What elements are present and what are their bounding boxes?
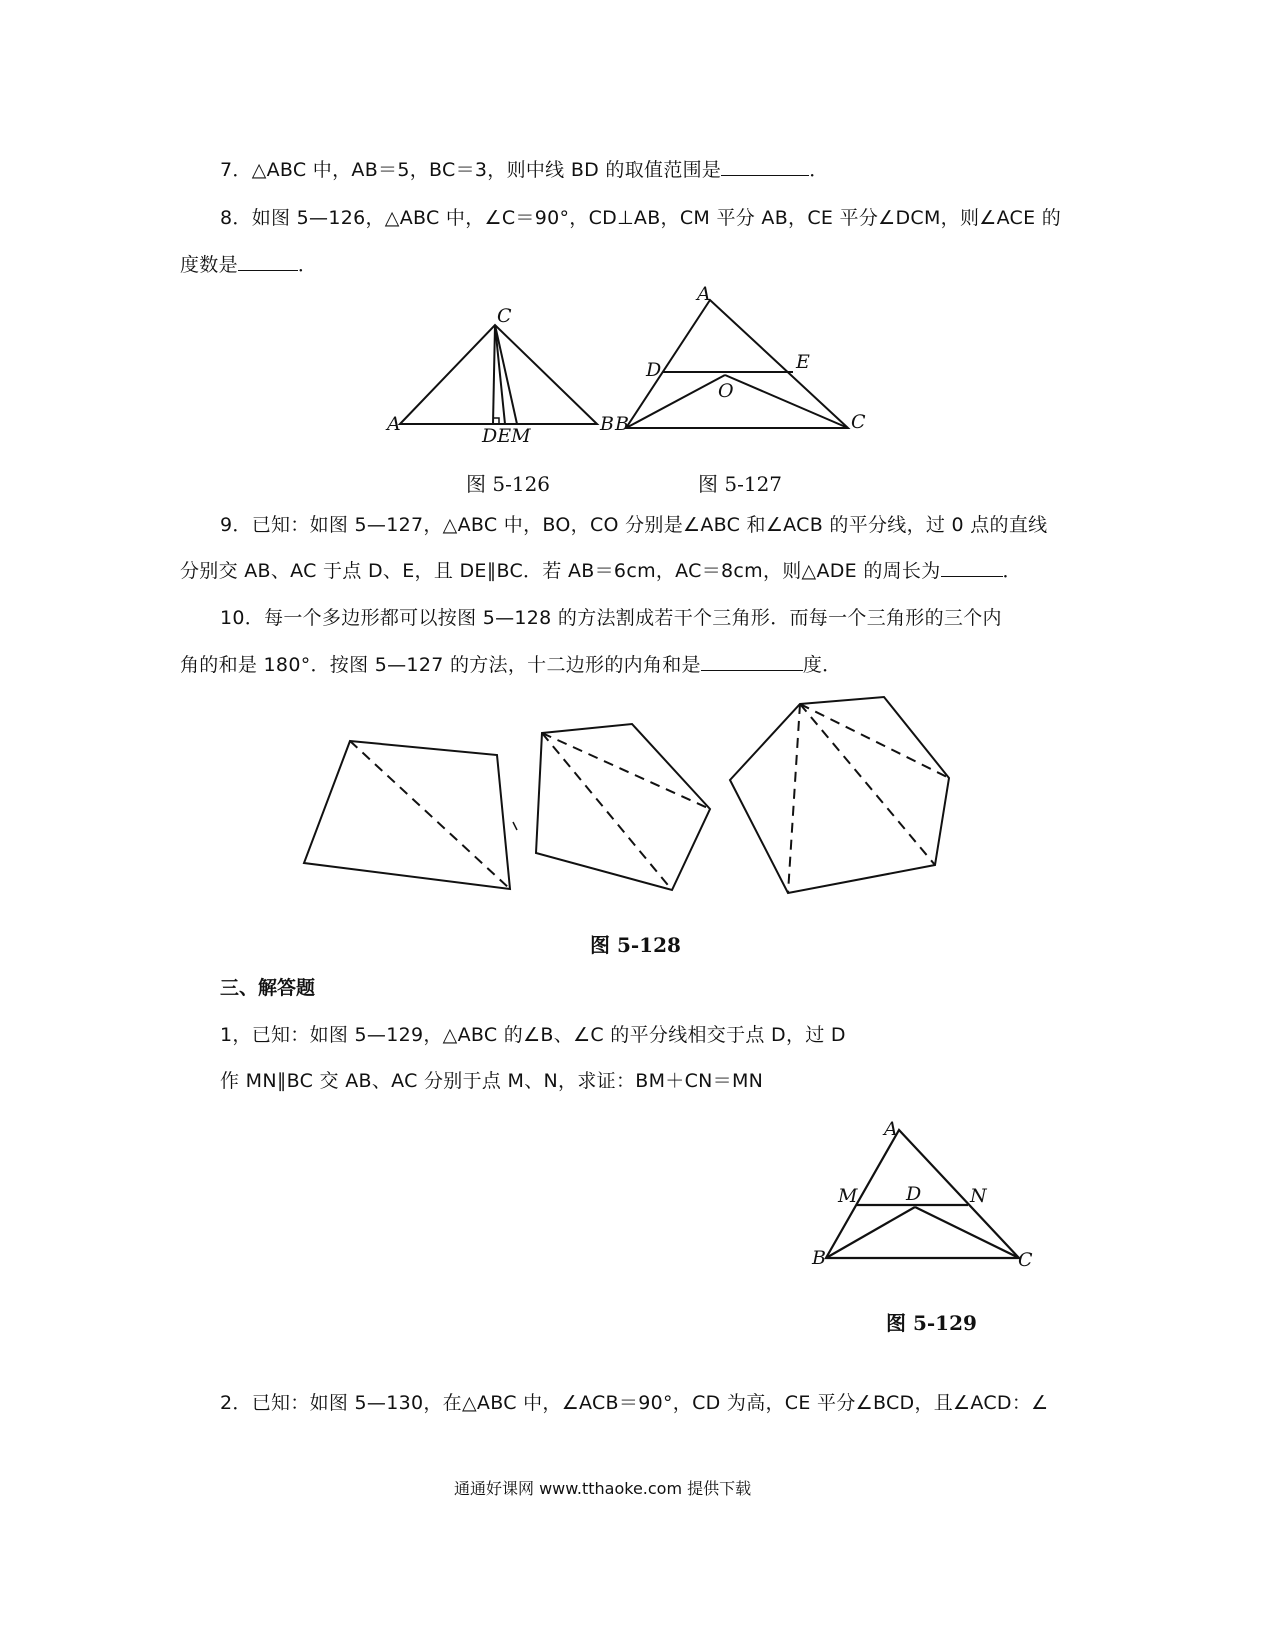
question-9-line-2 [180, 556, 1022, 583]
caption-figure-5-129: 图 5-129 [886, 1311, 977, 1335]
caption-figure-5-127: 图 5-127 [698, 472, 783, 496]
diagonal [542, 733, 710, 809]
label-b: B [615, 413, 629, 435]
section-heading: 三、解答题 [220, 977, 316, 999]
label-d: D [646, 359, 662, 381]
label-c: C [497, 305, 512, 327]
median-cm [495, 325, 517, 424]
footer-text: 通通好课网 www.tthaoke.com 提供下载 [454, 1479, 752, 1498]
answer-blank [941, 560, 1003, 577]
bisector-co [725, 375, 848, 428]
question-10-end: 度． [802, 654, 842, 676]
figure-5-128 [304, 697, 949, 893]
label-b: B [812, 1247, 826, 1269]
problem-2-line-1: 2．已知：如图 5—130，在△ABC 中，∠ACB＝90°，CD 为高，CE 平分∠BCD，且∠ACD：∠ [220, 1392, 1049, 1414]
label-b: B [600, 413, 614, 435]
question-9-end: ． [1002, 560, 1022, 582]
label-a: A [387, 413, 401, 435]
diagonal [542, 733, 672, 890]
bisector-ce [495, 325, 505, 424]
label-c: C [1018, 1249, 1033, 1271]
hexagon [730, 697, 949, 893]
diagonal [800, 704, 935, 865]
figure-5-126 [400, 325, 597, 424]
label-a: A [884, 1118, 898, 1140]
problem-1-line-1: 1，已知：如图 5—129，△ABC 的∠B、∠C 的平分线相交于点 D，过 D [220, 1024, 846, 1046]
label-m: M [838, 1185, 858, 1207]
question-10-line-2 [180, 650, 841, 677]
altitude-cd [493, 325, 495, 424]
label-a: A [697, 283, 711, 305]
diagonal [350, 741, 510, 889]
bisector-bo [626, 375, 725, 428]
question-7-end: ． [809, 159, 829, 181]
answer-blank [701, 654, 803, 671]
question-7-text: 7．△ABC 中，AB＝5，BC＝3，则中线 BD 的取值范围是 [220, 159, 722, 181]
label-d: D [906, 1183, 922, 1205]
caption-figure-5-128: 图 5-128 [590, 933, 681, 957]
label-c: C [851, 411, 866, 433]
pentagon [536, 724, 710, 890]
caption-figure-5-126: 图 5-126 [466, 472, 551, 496]
diagonal [800, 704, 949, 778]
question-8-end: ． [297, 254, 318, 276]
diagonal [788, 704, 800, 893]
quadrilateral [304, 741, 510, 889]
label-o: O [718, 380, 734, 402]
label-n: N [970, 1185, 987, 1207]
question-10-text: 角的和是 180°．按图 5—127 的方法，十二边形的内角和是 [180, 654, 701, 676]
stray-mark [513, 822, 517, 830]
bisector-cd [915, 1207, 1019, 1258]
question-9-line-1: 9．已知：如图 5—127，△ABC 中，BO，CO 分别是∠ABC 和∠ACB 的平分线，过 0 点的直线 [220, 514, 1048, 536]
question-8-text: 度数是 [180, 254, 238, 276]
question-8-line-1: 8．如图 5—126，△ABC 中，∠C＝90°，CD⊥AB，CM 平分 AB，CE 平分∠DCM，则∠ACE 的 [220, 207, 1062, 229]
label-dem: DEM [482, 425, 531, 447]
question-10-line-1: 10．每一个多边形都可以按图 5—128 的方法割成若干个三角形．而每一个三角形的三个内 [220, 607, 1002, 629]
problem-1-line-2: 作 MN∥BC 交 AB、AC 分别于点 M、N，求证：BM＋CN＝MN [220, 1070, 764, 1092]
question-9-text: 分别交 AB、AC 于点 D、E，且 DE∥BC．若 AB＝6cm，AC＝8cm，则△ADE 的周长为 [180, 560, 941, 582]
label-e: E [796, 351, 810, 373]
